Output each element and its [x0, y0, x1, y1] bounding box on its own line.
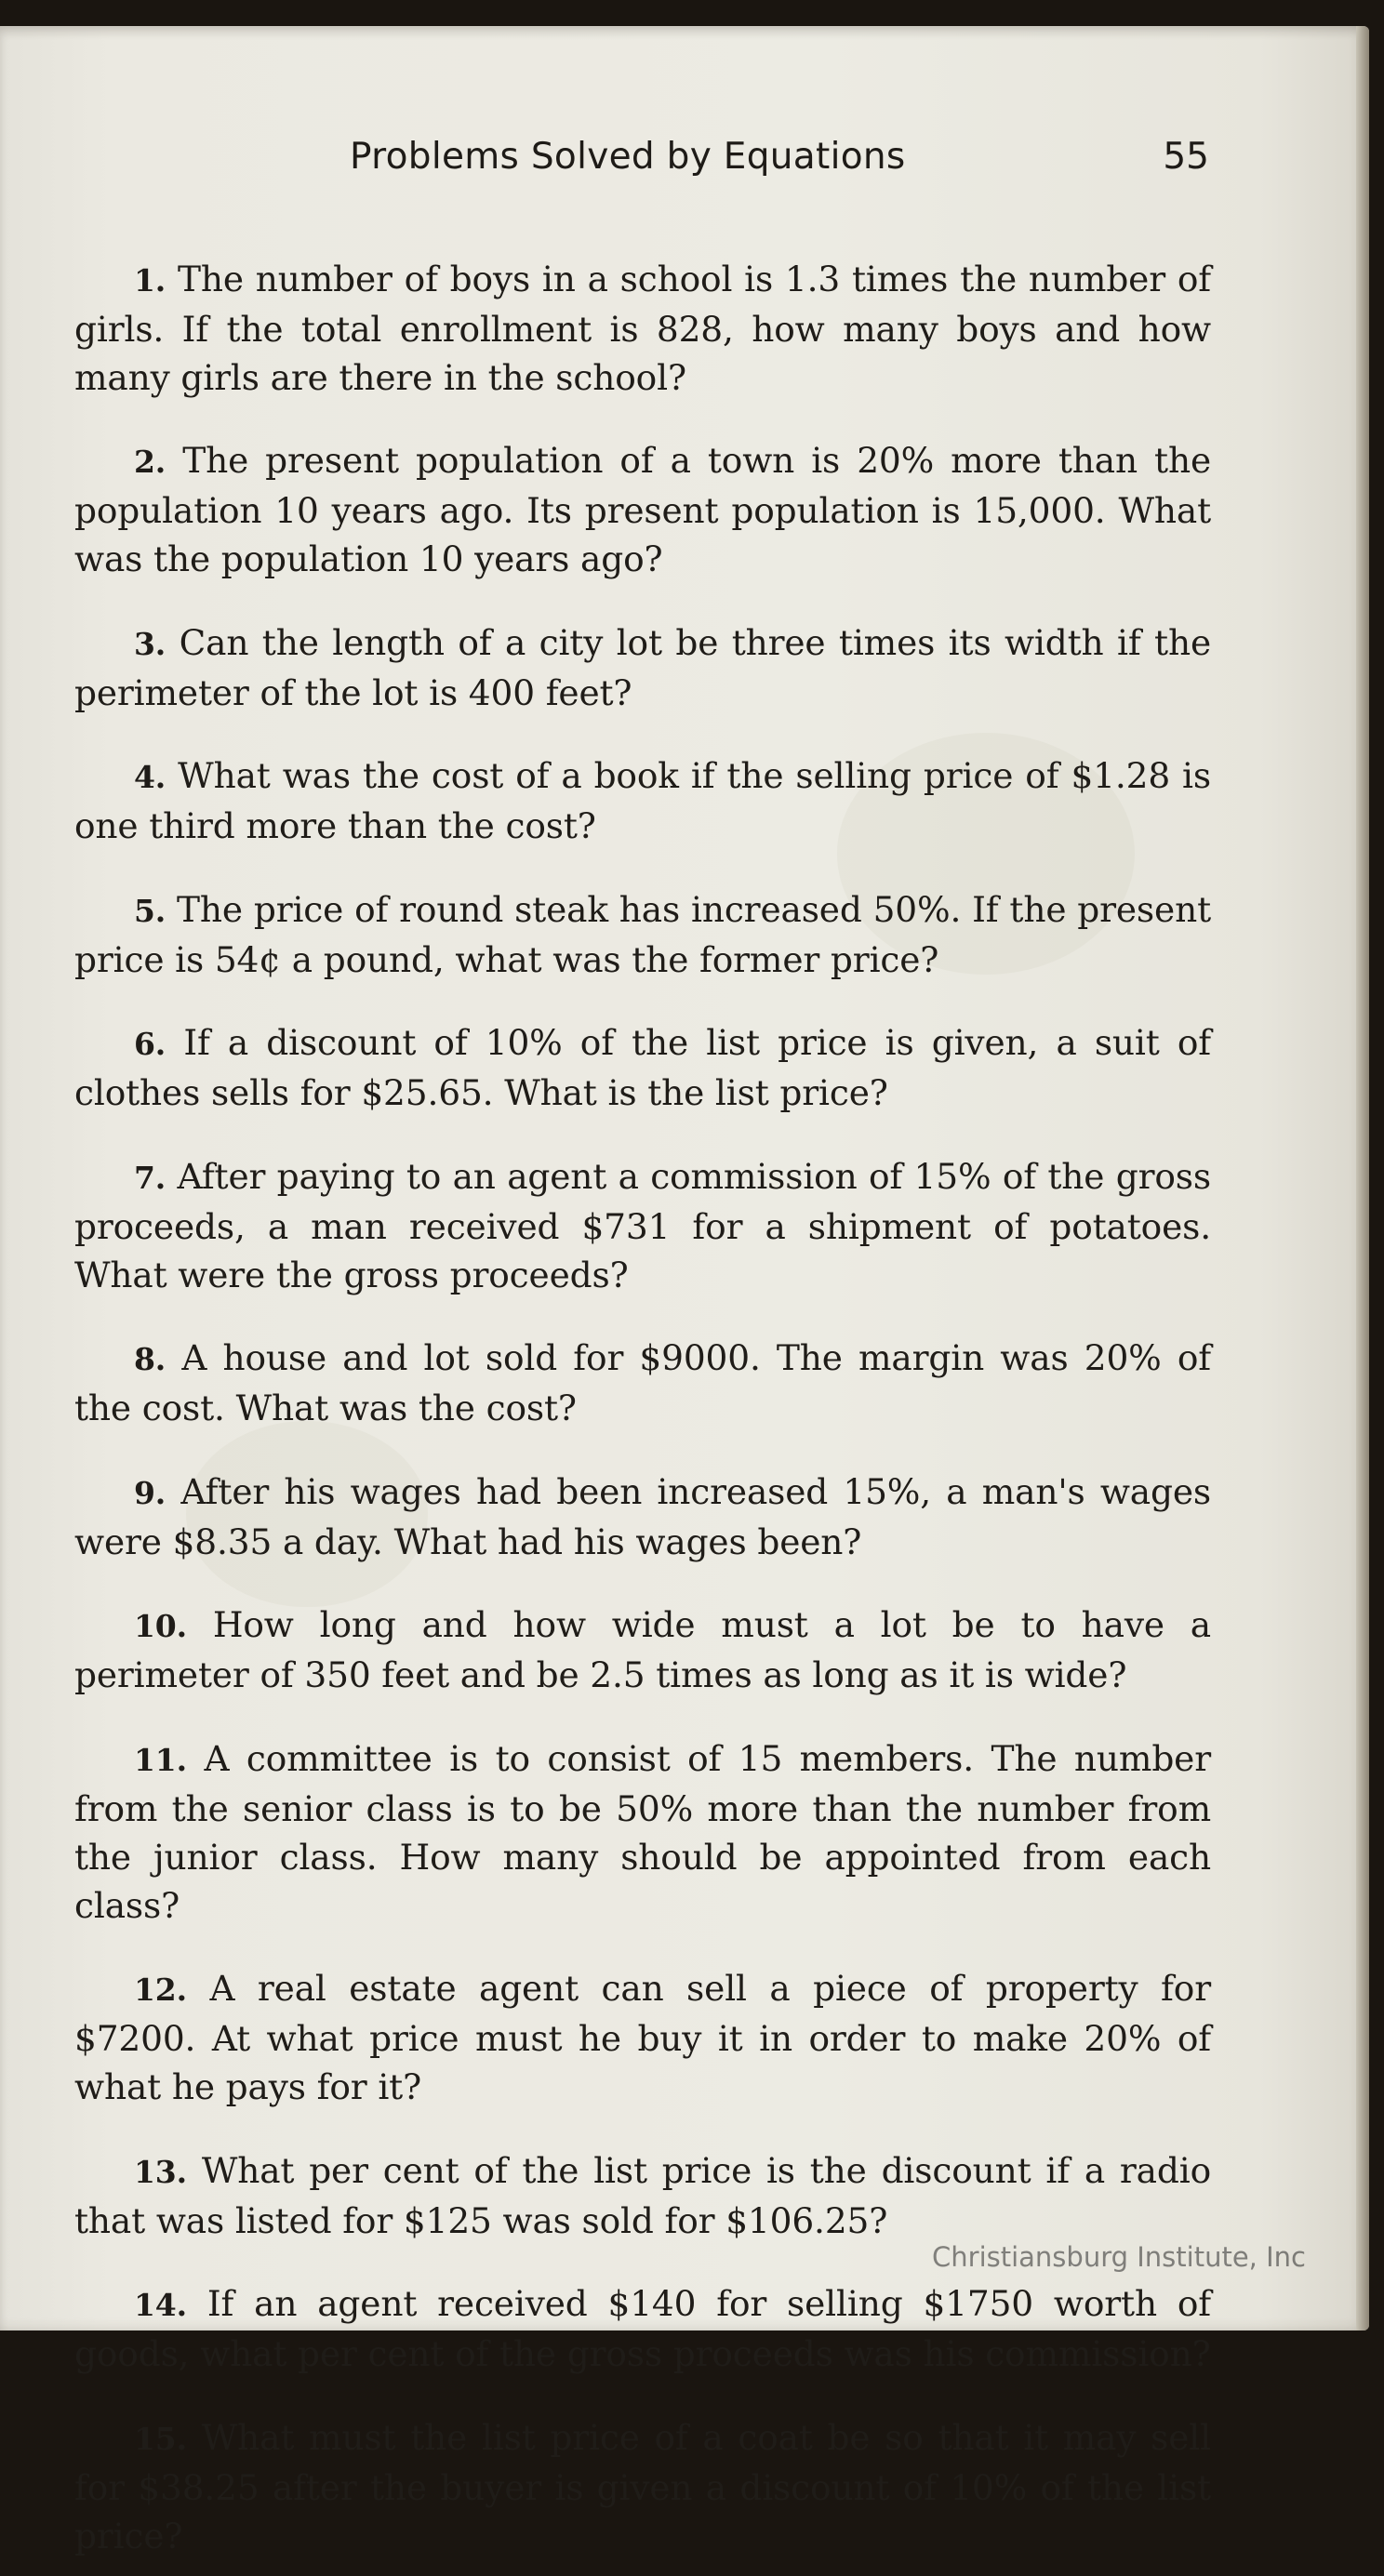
problem-number: 12. — [134, 1972, 187, 2008]
problem-text: The number of boys in a school is 1.3 times the number of girls. If the total enrollment is 828, how many boys and how many girls are there in the school? — [74, 258, 1211, 398]
problem-number: 6. — [134, 1026, 166, 1062]
problem-list — [74, 219, 1211, 2576]
watermark: Christiansburg Institute, Inc — [932, 2241, 1306, 2273]
problem-text: A real estate agent can sell a piece of property for $7200. At what price must he buy it in order to make 20% of what he pays for it? — [74, 1968, 1211, 2107]
book-page — [0, 26, 1369, 2556]
problem-number: 9. — [134, 1474, 166, 1511]
problem-text: A house and lot sold for $9000. The margin was 20% of the cost. What was the cost? — [74, 1337, 1211, 1428]
problem-number: 1. — [134, 261, 166, 299]
problem-text: After paying to an agent a commission of 15% of the gross proceeds, a man received $731 for a shipment of potatoes. What were the gross proceeds? — [74, 1155, 1211, 1295]
page-edge — [1356, 26, 1369, 2330]
page-header — [73, 136, 1209, 192]
problem-number: 15. — [134, 2420, 187, 2457]
problem-number: 14. — [134, 2287, 187, 2323]
problem-number: 3. — [134, 625, 166, 662]
problem-item — [74, 2413, 1211, 2560]
problem-item — [74, 1600, 1211, 1699]
problem-number: 2. — [134, 444, 166, 480]
problem-item — [74, 1018, 1211, 1117]
problem-item — [74, 2146, 1211, 2245]
problem-item — [74, 2279, 1211, 2378]
problem-number: 4. — [134, 759, 166, 795]
problem-item — [74, 1964, 1211, 2111]
problem-number: 13. — [134, 2153, 187, 2190]
problem-text: If a discount of 10% of the list price is given, a suit of clothes sells for $25.65. What is the list price? — [74, 1022, 1211, 1113]
problem-text: If an agent received $140 for selling $1750 worth of goods, what per cent of the gross proceeds was his commission? — [74, 2283, 1211, 2374]
page-title: Problems Solved by Equations — [350, 136, 906, 178]
problem-number: 5. — [134, 892, 166, 929]
problem-item — [74, 1334, 1211, 1432]
problem-text: A committee is to consist of 15 members. The number from the senior class is to be 50% more than the number from the junior class. How many should be appointed from each class? — [74, 1737, 1211, 1926]
problem-item — [74, 1152, 1211, 1299]
problem-text: After his wages had been increased 15%, a man's wages were $8.35 a day. What had his wages been? — [74, 1470, 1211, 1562]
problem-item — [74, 885, 1211, 984]
problem-text: The price of round steak has increased 50%. If the present price is 54¢ a pound, what was the former price? — [74, 888, 1211, 980]
problem-text: The present population of a town is 20% more than the population 10 years ago. Its present population is 15,000. What was the population 10 years ago? — [74, 440, 1211, 579]
problem-item — [74, 751, 1211, 850]
problem-text: How long and how wide must a lot be to have a perimeter of 350 feet and be 2.5 times as long as it is wide? — [74, 1604, 1211, 1695]
problem-item — [74, 1734, 1211, 1930]
problem-text: What must the list price of a coat be so that it may sell for $38.25 after the buyer is given a discount of 10% of the list price? — [74, 2416, 1211, 2556]
problem-text: What per cent of the list price is the discount if a radio that was listed for $125 was sold for $106.25? — [74, 2149, 1211, 2241]
problem-item — [74, 255, 1211, 402]
problem-text: What was the cost of a book if the selling price of $1.28 is one third more than the cost? — [74, 755, 1211, 846]
problem-text: Can the length of a city lot be three times its width if the perimeter of the lot is 400 feet? — [74, 621, 1211, 713]
problem-number: 11. — [134, 1741, 187, 1778]
problem-item — [74, 618, 1211, 717]
page-number: 55 — [1163, 136, 1209, 178]
problem-number: 7. — [134, 1159, 166, 1196]
problem-item — [74, 1467, 1211, 1566]
problem-number: 8. — [134, 1341, 166, 1377]
problem-item — [74, 436, 1211, 583]
problem-number: 10. — [134, 1608, 187, 1644]
